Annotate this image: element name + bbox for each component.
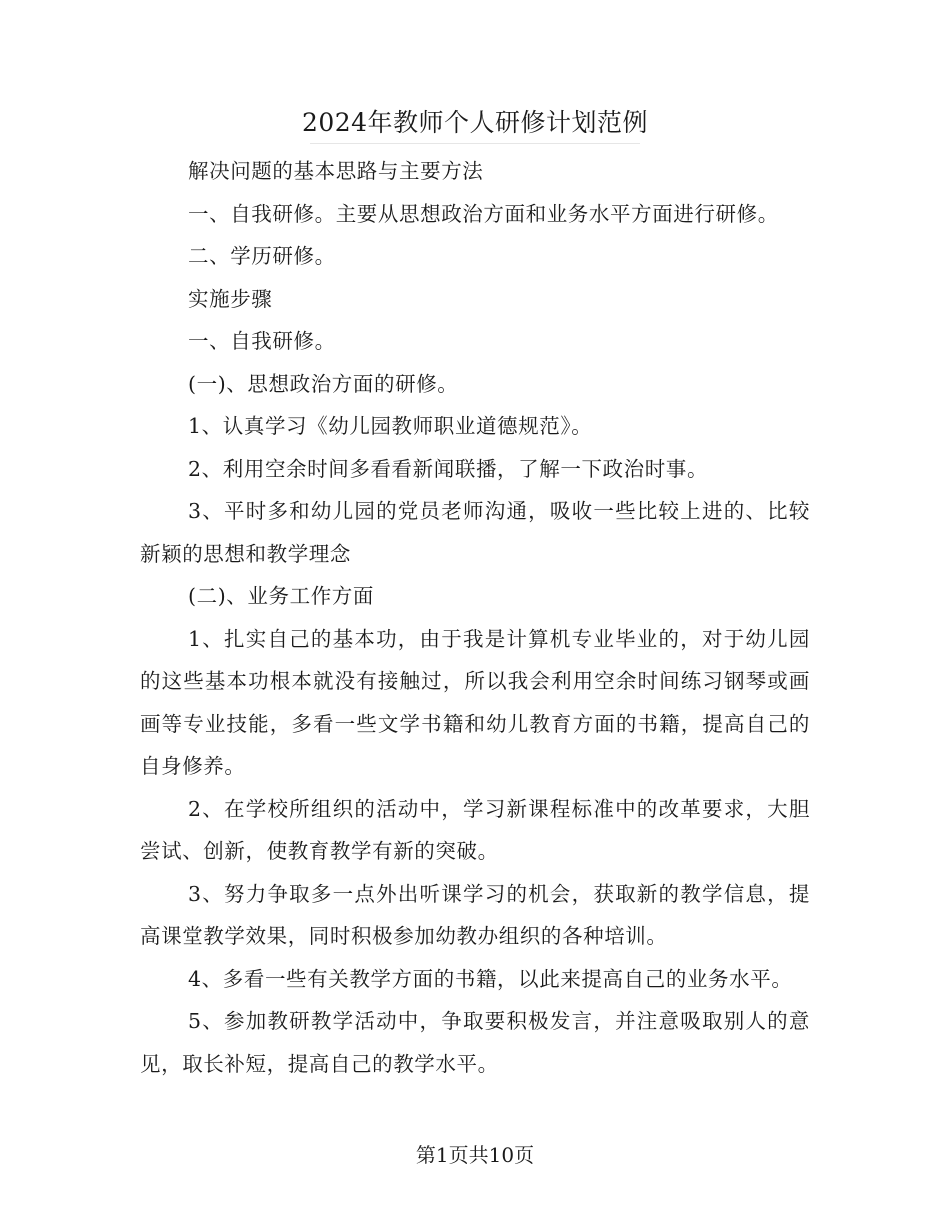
paragraph: 解决问题的基本思路与主要方法 [188,159,484,183]
document-body [140,150,810,1085]
paragraph: (二)、业务工作方面 [188,584,374,608]
paragraph: 2、利用空余时间多看看新闻联播，了解一下政治时事。 [188,456,709,481]
paragraph: (一)、思想政治方面的研修。 [188,371,459,396]
page-footer: 第1页共10页 [415,1143,535,1167]
title-underline [310,143,640,144]
paragraph: 4、多看一些有关教学方面的书籍，以此来提高自己的业务水平。 [188,966,793,991]
document-title: 2024年教师个人研修计划范例 [301,108,649,137]
paragraph: 3、平时多和幼儿园的党员老师沟通，吸收一些比较上进的、比较新颖的思想和教学理念 [140,499,810,566]
paragraph: 一、自我研修。 [188,329,336,353]
paragraph: 1、认真学习《幼儿园教师职业道德规范》。 [188,414,593,438]
paragraph: 3、努力争取多一点外出听课学习的机会，获取新的教学信息，提高课堂教学效果，同时积极参加幼教办组织的各种培训。 [140,881,810,948]
paragraph: 实施步骤 [188,286,273,311]
paragraph: 2、在学校所组织的活动中，学习新课程标准中的改革要求，大胆尝试、创新，使教育教学有新的突破。 [140,796,810,863]
paragraph: 一、自我研修。主要从思想政治方面和业务水平方面进行研修。 [188,201,779,226]
paragraph: 5、参加教研教学活动中，争取要积极发言，并注意吸取别人的意见，取长补短，提高自己的教学水平。 [140,1009,810,1076]
paragraph: 二、学历研修。 [188,244,336,268]
paragraph: 1、扎实自己的基本功，由于我是计算机专业毕业的，对于幼儿园的这些基本功根本就没有接触过，所以我会利用空余时间练习钢琴或画画等专业技能，多看一些文学书籍和幼儿教育方面的书籍，提高自己的自身修养。 [140,626,810,778]
